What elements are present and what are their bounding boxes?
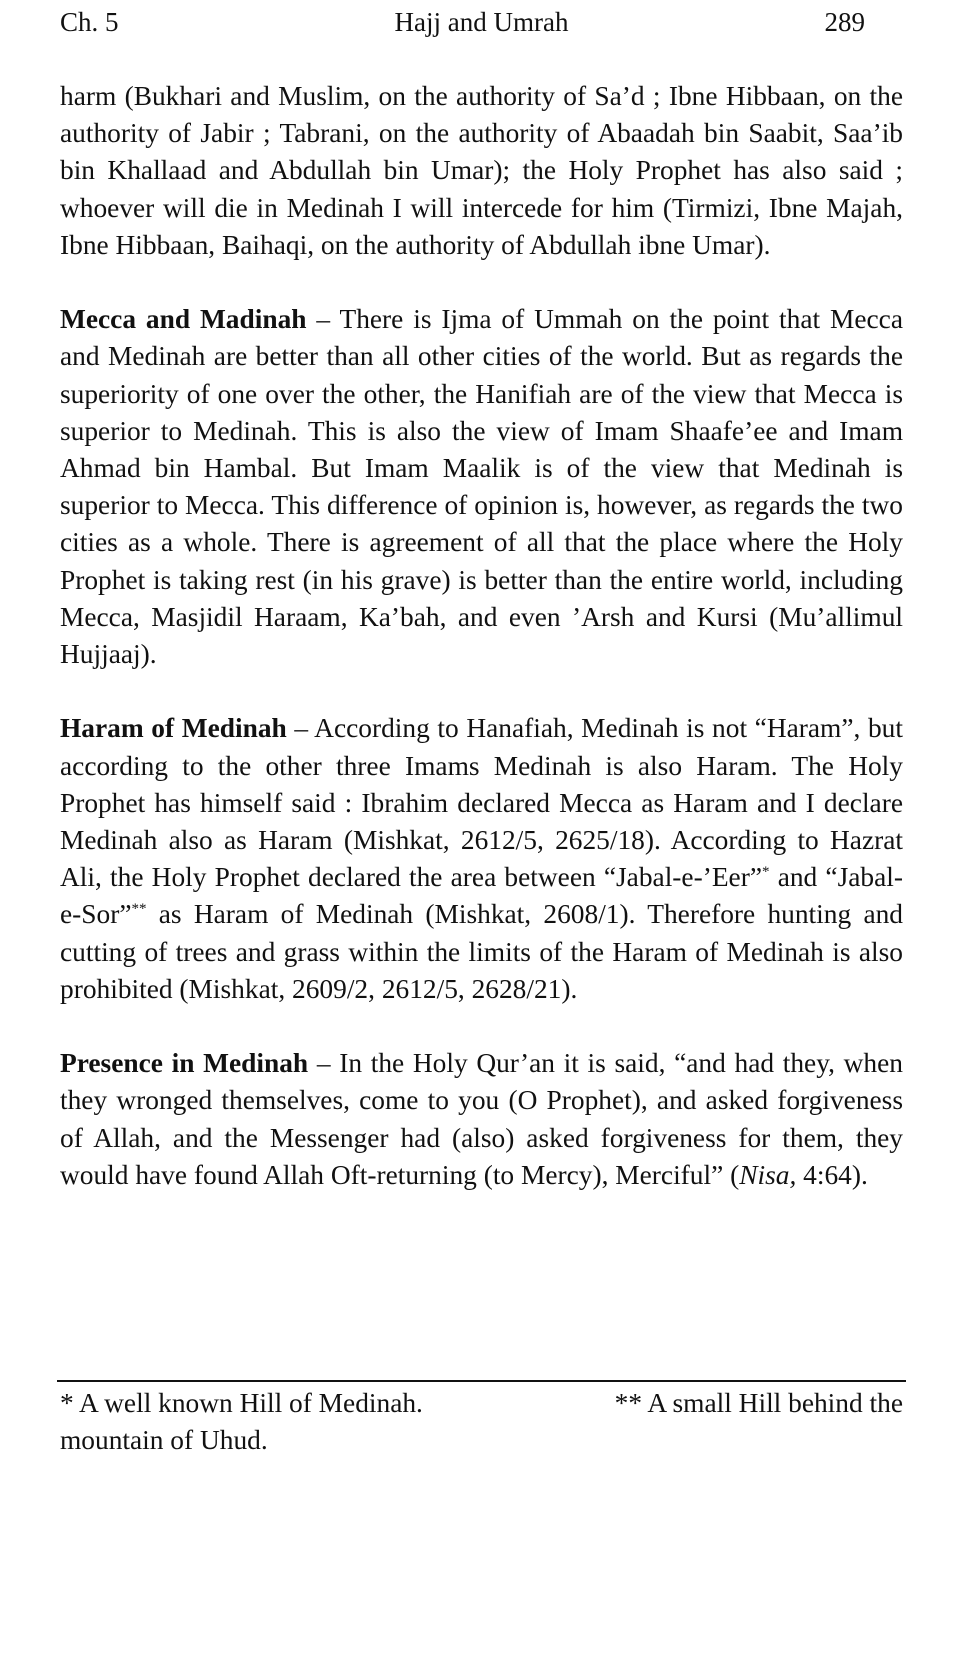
- paragraph-heading: Presence in Medinah: [60, 1048, 309, 1079]
- footnote-1: * A well known Hill of Medinah.: [60, 1388, 423, 1418]
- paragraph-text: as Haram of Medinah (Mishkat, 2608/1). Therefore hunting and cutting of trees and grass within the limits of the Haram of Medinah is also prohibited (Mishkat, 2609/2, 2612/5, 2628/21).: [60, 899, 903, 1004]
- running-head: [60, 2, 903, 42]
- paragraph-text: and “Jabal-e-Sor”: [60, 862, 903, 930]
- paragraph-text: – According to Hanafiah, Medinah is not “Haram”, but according to the other three Imams Medinah is also Haram. The Holy Prophet has himself said : Ibrahim declared Mecca as Haram and I declare Medinah also as Haram (Mishkat, 2612/5, 2625/18). According to Hazrat Ali, the Holy Prophet declared the area between “Jabal-e-’Eer”: [60, 713, 903, 893]
- chapter-label: Ch. 5: [60, 7, 119, 37]
- paragraph-presence-in-medinah: [60, 1045, 903, 1194]
- footnote-marker: *: [762, 864, 770, 881]
- footnote-2: ** A small Hill behind the: [614, 1388, 903, 1418]
- italic-reference: Nisa,: [739, 1159, 797, 1190]
- paragraph-text: harm (Bukhari and Muslim, on the authority of Sa’d ; Ibne Hibbaan, on the authority of Jabir ; Tabrani, on the authority of Abaadah bin Saabit, Saa’ib bin Khallaad and Abdullah bin Umar); the Holy Prophet has also said ; whoever will die in Medinah I will intercede for him (Tirmizi, Ibne Majah, Ibne Hibbaan, Baihaqi, on the authority of Abdullah ibne Umar).: [60, 81, 903, 260]
- paragraph-heading: Mecca and Madinah: [60, 304, 307, 335]
- paragraph-mecca-and-madinah: [60, 301, 903, 673]
- page-number: 289: [824, 7, 865, 37]
- footnotes: [60, 1385, 903, 1459]
- paragraph-heading: Haram of Medinah: [60, 713, 287, 744]
- paragraph-haram-of-medinah: [60, 710, 903, 1008]
- paragraph-text: – In the Holy Qur’an it is said, “and had they, when they wronged themselves, come to you (O Prophet), and asked forgiveness of Allah, and the Messenger had (also) asked forgiveness for them, they would have found Allah Oft-returning (to Mercy), Merciful” (: [60, 1048, 903, 1190]
- footnote-marker: **: [131, 901, 147, 918]
- footnote-2-continued: mountain of Uhud.: [60, 1425, 268, 1456]
- footnote-line: [60, 1385, 903, 1422]
- paragraph-continued: [60, 78, 903, 264]
- paragraph-text: – There is Ijma of Ummah on the point that Mecca and Medinah are better than all other cities of the world. But as regards the superiority of one over the other, the Hanifiah are of the view that Mecca is superior to Medinah. This is also the view of Imam Shaafe’ee and Imam Ahmad bin Hambal. But Imam Maalik is of the view that Medinah is superior to Mecca. This difference of opinion is, however, as regards the two cities as a whole. There is agreement of all that the place where the Holy Prophet is taking rest (in his grave) is better than the entire world, including Mecca, Masjidil Haraam, Ka’bah, and even ’Arsh and Kursi (Mu’allimul Hujjaaj).: [60, 304, 903, 670]
- body-text: [60, 78, 903, 1194]
- footnote-rule: [57, 1380, 906, 1382]
- paragraph-text: 4:64).: [796, 1159, 868, 1190]
- book-title: Hajj and Umrah: [394, 7, 569, 37]
